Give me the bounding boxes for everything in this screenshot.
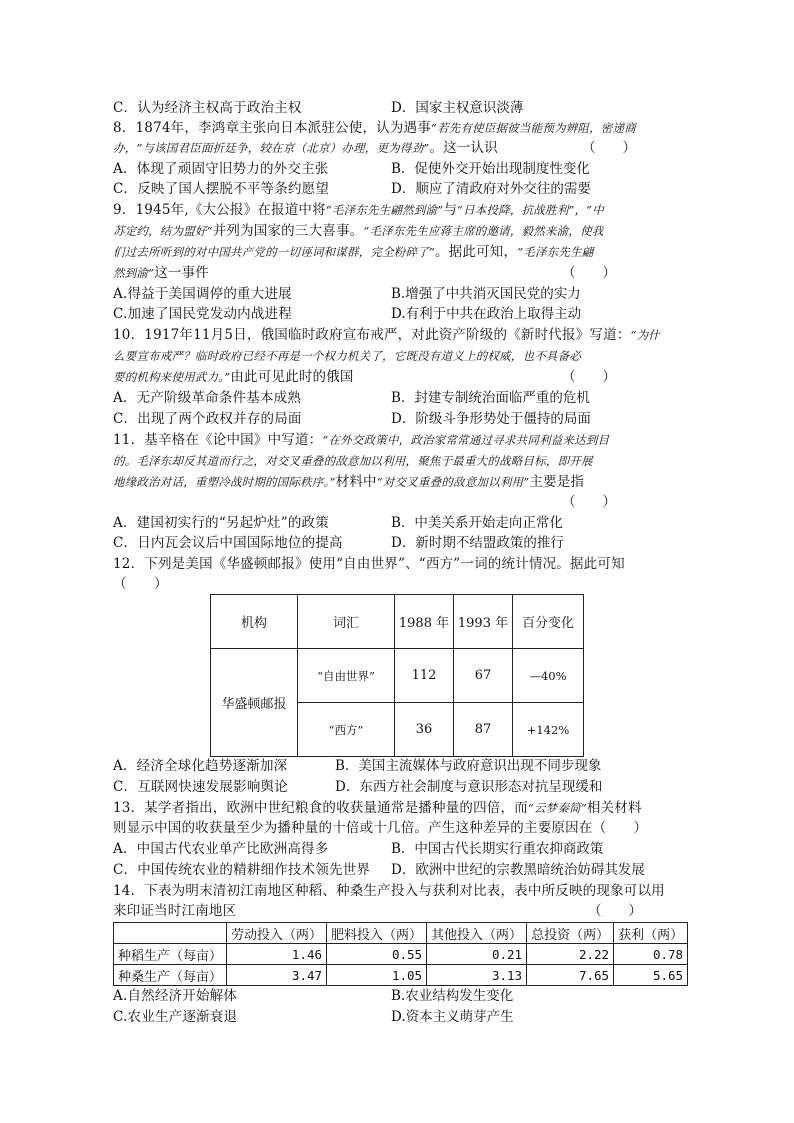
table-cell: 5.65 [614, 965, 688, 986]
q14-stem-line2: 来印证当时江南地区 [113, 903, 237, 919]
table-cell: 1.46 [227, 944, 327, 965]
q14-answer-paren: （ ） [588, 903, 642, 919]
q12-data-table [210, 594, 584, 757]
q7-option-c: C．认为经济主权高于政治主权 [113, 100, 302, 116]
table-cell: 0.55 [327, 944, 427, 965]
table-cell: 1.05 [327, 965, 427, 986]
q11-text: 主要是指 [529, 474, 585, 490]
q11-option-d: D．新时期不结盟政策的推行 [391, 535, 564, 551]
q9-quote: 苏定约，结为盟好” [113, 224, 213, 238]
q11-option-c: C．日内瓦会议后中国国际地位的提高 [113, 535, 343, 551]
table-cell: 3.13 [427, 965, 527, 986]
q7-option-d: D．国家主权意识淡薄 [391, 100, 524, 116]
q10-quote: “为什 [630, 328, 660, 342]
table-cell-org: 华盛顿邮报 [211, 649, 298, 757]
q10-stem-line2: 么要宣布戒严？临时政府已经不再是一个权力机关了，它既没有道义上的权威，也不具备必 [113, 349, 581, 363]
q8-text: 。这一认识 [429, 140, 498, 156]
q11-stem-line1 [113, 430, 609, 450]
table-cell-word: “自由世界” [298, 649, 395, 703]
q13-option-b: B．中国古代长期实行重农抑商政策 [391, 841, 604, 857]
q12-stem-line1: 12．下列是美国《华盛顿邮报》使用“自由世界”、“西方”一词的统计情况。据此可知 [113, 556, 625, 572]
table-header: 其他投入（两） [427, 923, 527, 944]
table-cell: 2.22 [527, 944, 614, 965]
q9-option-b: B.增强了中共消灭国民党的实力 [391, 286, 581, 302]
q8-quote: 办， [113, 141, 137, 155]
q8-option-c: C．反映了国人摆脱不平等条约愿望 [113, 181, 330, 197]
q13-text: 相关材料 [586, 800, 642, 816]
table-cell: 67 [454, 649, 513, 703]
q12-option-c: C．互联网快速发展影响舆论 [113, 779, 288, 795]
q12-option-d: D．东西方社会制度与意识形态对抗呈现缓和 [335, 779, 603, 795]
q11-quote: “在外交政策中，政治家常常通过寻求共同利益来达到目 [322, 433, 610, 447]
q11-text: 材料中 [335, 474, 377, 490]
q10-option-c: C．出现了两个政权并存的局面 [113, 411, 302, 427]
q11-text: 11．基辛格在《论中国》中写道： [113, 432, 323, 448]
table-cell: 36 [395, 703, 454, 757]
q8-text: 8．1874年，李鸿章主张向日本派驻公使，认为遇事 [113, 120, 431, 136]
q9-quote: 然到渝” [113, 266, 155, 280]
table-cell-word: “西方” [298, 703, 395, 757]
table-header: 肥料投入（两） [327, 923, 427, 944]
q9-text: 这一事件 [154, 265, 209, 281]
table-header: 总投资（两） [527, 923, 614, 944]
q9-answer-paren: （ ） [562, 265, 616, 281]
q10-text: 由此可见此时的俄国 [230, 369, 354, 385]
q10-option-d: D．阶级斗争形势处于僵持的局面 [391, 411, 591, 427]
table-cell: 87 [454, 703, 513, 757]
q9-quote: “毛泽东先生翩 [517, 245, 594, 259]
q9-stem-line3 [113, 242, 593, 262]
q9-option-d: D.有利于中共在政治上取得主动 [391, 306, 582, 322]
q13-option-d: D．欧洲中世纪的宗教黑暗统治妨碍其发展 [391, 862, 645, 878]
q13-text: 13．某学者指出，欧洲中世纪粮食的收获量通常是播种量的四倍，而 [113, 800, 528, 816]
q9-quote: “日本投降，抗战胜利” [457, 203, 575, 217]
table-header: 1993 年 [454, 595, 513, 649]
q14-stem-line1: 14．下表为明末清初江南地区种稻、种桑生产投入与获利对比表，表中所反映的现象可以用 [113, 883, 665, 899]
q13-stem-line1 [113, 798, 642, 818]
q14-option-a: A.自然经济开始解体 [113, 988, 238, 1004]
q8-option-a: A．体现了顽固守旧势力的外交主张 [113, 161, 329, 177]
q11-answer-paren: （ ） [562, 494, 616, 510]
table-cell: 7.65 [527, 965, 614, 986]
table-row-label: 种桑生产（每亩） [114, 965, 227, 986]
q10-option-a: A．无产阶级革命条件基本成熟 [113, 390, 302, 406]
q12-option-b: B．美国主流媒体与政府意识出现不同步现象 [335, 758, 602, 774]
q11-stem-line3 [113, 472, 584, 492]
table-header: 百分变化 [513, 595, 584, 649]
q9-stem-line4 [113, 263, 209, 283]
q10-text: 10．1917年11月5日，俄国临时政府宣布戒严，对此资产阶级的《新时代报》写道： [113, 327, 631, 343]
q9-option-c: C.加速了国民党发动内战进程 [113, 306, 292, 322]
q8-option-d: D．顺应了清政府对外交往的需要 [391, 181, 591, 197]
q9-stem-line2 [113, 221, 603, 241]
q8-quote: “与该国君臣面折廷争，较在京（北京）办理，更为得劲” [136, 141, 430, 155]
table-cell: 112 [395, 649, 454, 703]
q14-option-d: D.资本主义萌芽产生 [391, 1009, 514, 1025]
q9-stem-line1 [113, 200, 604, 220]
q11-option-a: A．建国初实行的“另起炉灶”的政策 [113, 515, 329, 531]
q13-stem-line2: 则显示中国的收获量至少为播种量的十倍或十几倍。产生这种差异的主要原因在（ ） [113, 820, 648, 836]
q11-stem-line2: 的。毛泽东却反其道而行之，对交叉重叠的敌意加以利用，聚焦于最重大的战略目标，即开展 [113, 454, 593, 468]
table-header: 1988 年 [395, 595, 454, 649]
q9-quote: 们过去所听到的对中国共产党的一切诬词和谋群，完全粉碎了” [113, 245, 435, 259]
q9-option-a: A.得益于美国调停的重大进展 [113, 286, 292, 302]
q10-stem-line3 [113, 367, 354, 387]
table-cell: +142% [513, 703, 584, 757]
table-header: 词汇 [298, 595, 395, 649]
q9-text: 并列为国家的三大喜事。 [212, 223, 364, 239]
q8-stem-line1 [113, 118, 636, 138]
q12-answer-paren: （ ） [113, 576, 168, 592]
q13-quote: “云梦秦简” [527, 801, 587, 815]
table-cell: 0.78 [614, 944, 688, 965]
table-header: 机构 [211, 595, 298, 649]
q10-quote: 要的机构来使用武力。” [113, 370, 231, 384]
q9-text: 与 [443, 202, 458, 218]
q9-quote: ，“中 [574, 203, 604, 217]
table-row-label: 种稻生产（每亩） [114, 944, 227, 965]
table-cell: 0.21 [427, 944, 527, 965]
q11-quote: 地缘政治对话，重塑冷战时期的国际秩序。” [113, 475, 336, 489]
table-cell: 3.47 [227, 965, 327, 986]
q13-option-c: C．中国传统农业的精耕细作技术领先世界 [113, 862, 371, 878]
q9-text: 。据此可知， [434, 244, 518, 260]
q8-quote: “若先有使臣据彼当能预为辨阻，密递商 [430, 121, 636, 135]
table-header [114, 923, 227, 944]
table-header: 劳动投入（两） [227, 923, 327, 944]
q9-text: 9．1945年,《大公报》在报道中将 [113, 202, 326, 218]
q11-option-b: B．中美关系开始走向正常化 [391, 515, 563, 531]
q9-quote: “毛泽东先生翩然到渝” [325, 203, 444, 217]
q8-option-b: B．促使外交开始出现制度性变化 [391, 161, 590, 177]
q13-option-a: A．中国古代农业单产比欧洲高得多 [113, 841, 329, 857]
q11-quote: “对交叉重叠的敌意加以利用” [376, 475, 530, 489]
q8-answer-paren: （ ） [582, 140, 636, 156]
q14-data-table [113, 922, 688, 986]
q10-stem-line1 [113, 325, 660, 345]
q8-stem-line2 [113, 138, 498, 158]
q12-option-a: A．经济全球化趋势逐渐加深 [113, 758, 288, 774]
q14-option-b: B.农业结构发生变化 [391, 988, 514, 1004]
table-header: 获利（两） [614, 923, 688, 944]
q14-option-c: C.农业生产逐渐衰退 [113, 1009, 238, 1025]
q10-answer-paren: （ ） [562, 369, 616, 385]
q9-quote: “毛泽东先生应蒋主席的邀请，毅然来渝，使我 [363, 224, 604, 238]
table-cell: —40% [513, 649, 584, 703]
q10-option-b: B．封建专制统治面临严重的危机 [391, 390, 590, 406]
